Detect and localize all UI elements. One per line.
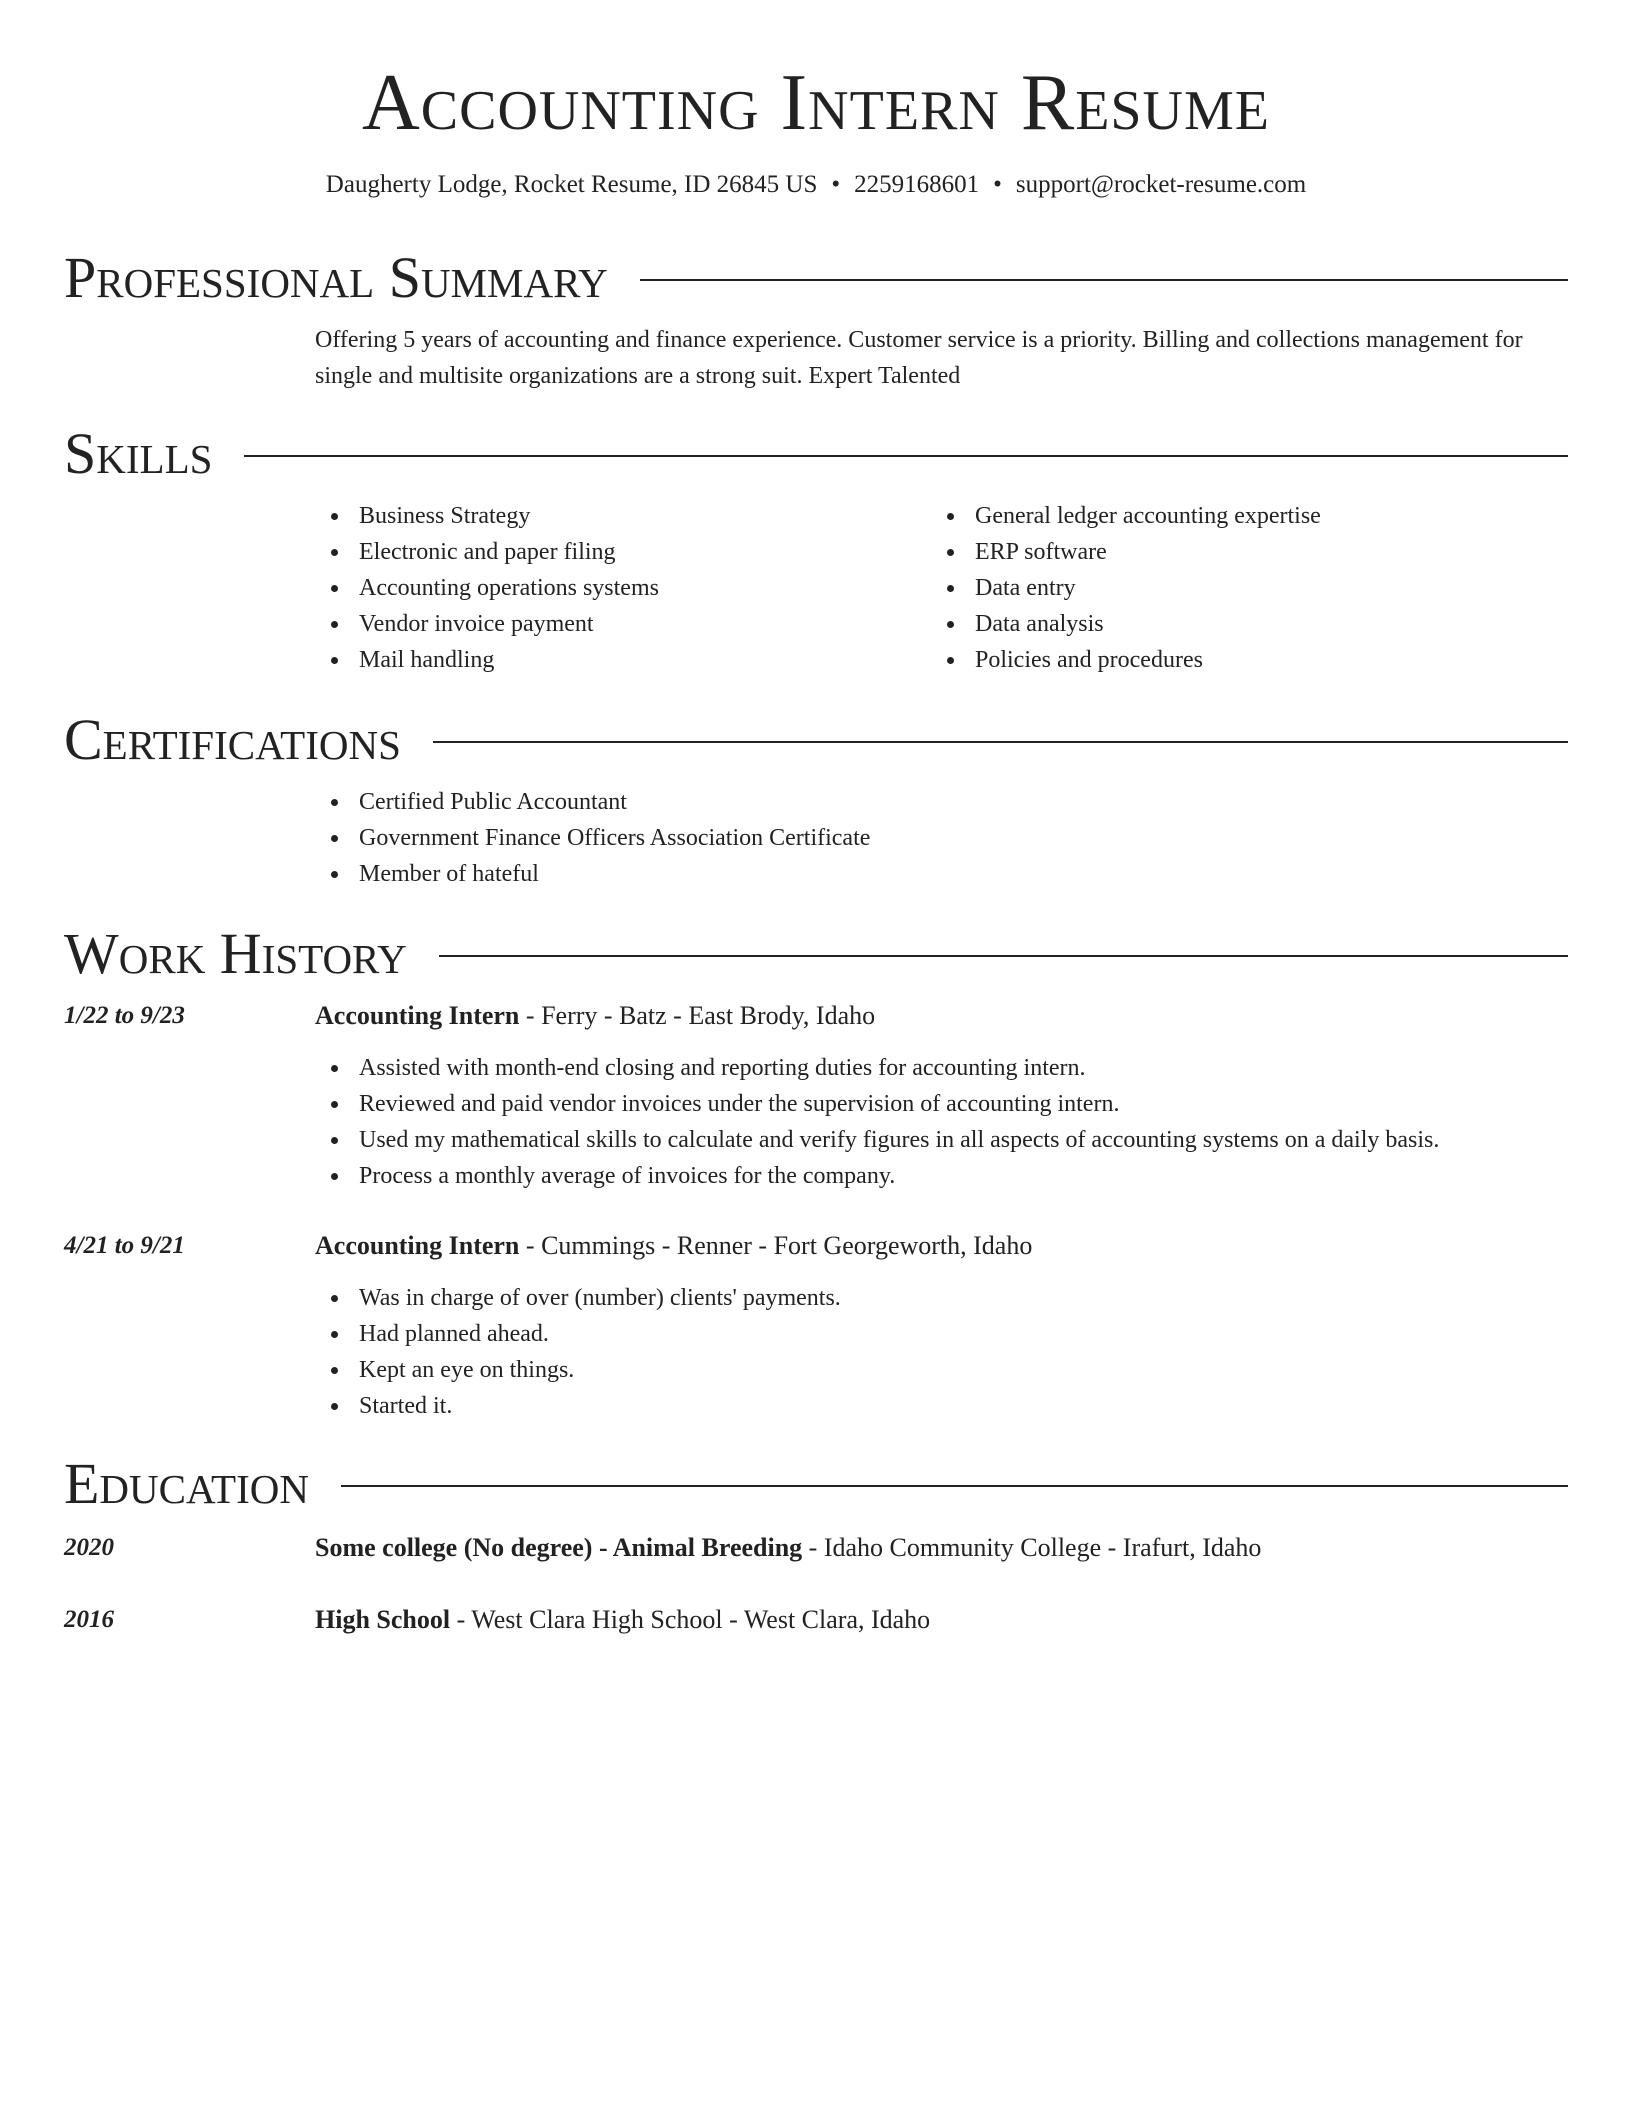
skill-item: Business Strategy	[359, 498, 931, 534]
skill-item: Mail handling	[359, 642, 931, 678]
resume-page	[64, 0, 1568, 1638]
section-title-work-history: Work History	[64, 921, 407, 986]
contact-separator: •	[993, 171, 1002, 198]
section-skills	[64, 422, 1568, 678]
work-bullet: Was in charge of over (number) clients' payments.	[359, 1280, 1568, 1316]
education-date: 2016	[64, 1606, 114, 1633]
section-title-skills: Skills	[64, 421, 213, 486]
certification-item: Member of hateful	[359, 856, 1568, 892]
work-role: Accounting Intern	[315, 1231, 520, 1260]
education-degree: High School	[315, 1605, 451, 1634]
certification-item: Government Finance Officers Association Certificate	[359, 820, 1568, 856]
skill-item: Data entry	[975, 570, 1547, 606]
education-degree: Some college (No degree) - Animal Breeding	[315, 1533, 803, 1562]
education-entry	[64, 1530, 1568, 1566]
skills-column-right	[931, 498, 1547, 678]
section-header	[64, 422, 1568, 486]
work-entry	[64, 998, 1568, 1194]
education-details: - Idaho Community College - Irafurt, Idaho	[802, 1533, 1262, 1562]
work-entry	[64, 1228, 1568, 1424]
section-education	[64, 1452, 1568, 1638]
section-header	[64, 708, 1568, 772]
skill-item: Policies and procedures	[975, 642, 1547, 678]
work-body	[315, 998, 1568, 1194]
education-body	[315, 1602, 1568, 1638]
certification-item: Certified Public Accountant	[359, 784, 1568, 820]
section-divider	[244, 455, 1568, 457]
skill-item: Vendor invoice payment	[359, 606, 931, 642]
section-divider	[640, 279, 1568, 281]
section-divider	[341, 1485, 1568, 1487]
section-work-history	[64, 922, 1568, 1424]
work-bullet: Used my mathematical skills to calculate and verify figures in all aspects of accounting systems on a daily basis.	[359, 1122, 1568, 1158]
resume-title: Accounting Intern Resume	[362, 59, 1270, 147]
work-bullet: Started it.	[359, 1388, 1568, 1424]
section-header	[64, 1452, 1568, 1516]
contact-email: support@rocket-resume.com	[1015, 171, 1307, 198]
work-bullet: Process a monthly average of invoices for the company.	[359, 1158, 1568, 1194]
work-bullet: Kept an eye on things.	[359, 1352, 1568, 1388]
section-header	[64, 246, 1568, 310]
section-title-education: Education	[64, 1451, 309, 1516]
skill-item: Data analysis	[975, 606, 1547, 642]
section-title-summary: Professional Summary	[64, 245, 608, 310]
work-title	[315, 1228, 1568, 1264]
skill-item: ERP software	[975, 534, 1547, 570]
contact-phone: 2259168601	[854, 171, 980, 198]
work-details: - Ferry - Batz - East Brody, Idaho	[519, 1001, 876, 1030]
work-details: - Cummings - Renner - Fort Georgeworth, Idaho	[519, 1231, 1033, 1260]
work-date: 4/21 to 9/21	[64, 1232, 185, 1259]
contact-address: Daugherty Lodge, Rocket Resume, ID 26845 US	[325, 171, 818, 198]
contact-line	[64, 168, 1568, 202]
work-role: Accounting Intern	[315, 1001, 520, 1030]
education-body	[315, 1530, 1568, 1566]
work-bullet: Reviewed and paid vendor invoices under the supervision of accounting intern.	[359, 1086, 1568, 1122]
skill-item: Electronic and paper filing	[359, 534, 931, 570]
section-professional-summary	[64, 246, 1568, 394]
skills-grid	[315, 498, 1568, 678]
education-entry	[64, 1602, 1568, 1638]
work-date: 1/22 to 9/23	[64, 1002, 185, 1029]
work-bullet: Had planned ahead.	[359, 1316, 1568, 1352]
work-body	[315, 1228, 1568, 1424]
section-title-certifications: Certifications	[64, 707, 401, 772]
education-title	[315, 1530, 1568, 1566]
work-title	[315, 998, 1568, 1034]
skill-item: Accounting operations systems	[359, 570, 931, 606]
education-date: 2020	[64, 1534, 114, 1561]
skill-item: General ledger accounting expertise	[975, 498, 1547, 534]
education-details: - West Clara High School - West Clara, Idaho	[450, 1605, 931, 1634]
section-divider	[439, 955, 1568, 957]
skills-column-left	[315, 498, 931, 678]
contact-separator: •	[831, 171, 841, 198]
section-header	[64, 922, 1568, 986]
summary-text: Offering 5 years of accounting and finance experience. Customer service is a priority. Billing and collections management for single and multisite organizations are a strong suit. Expert Talented	[315, 327, 1523, 389]
certifications-list	[315, 784, 1568, 892]
section-certifications	[64, 708, 1568, 892]
section-divider	[433, 741, 1568, 743]
education-title	[315, 1602, 1568, 1638]
work-bullet: Assisted with month-end closing and reporting duties for accounting intern.	[359, 1050, 1568, 1086]
